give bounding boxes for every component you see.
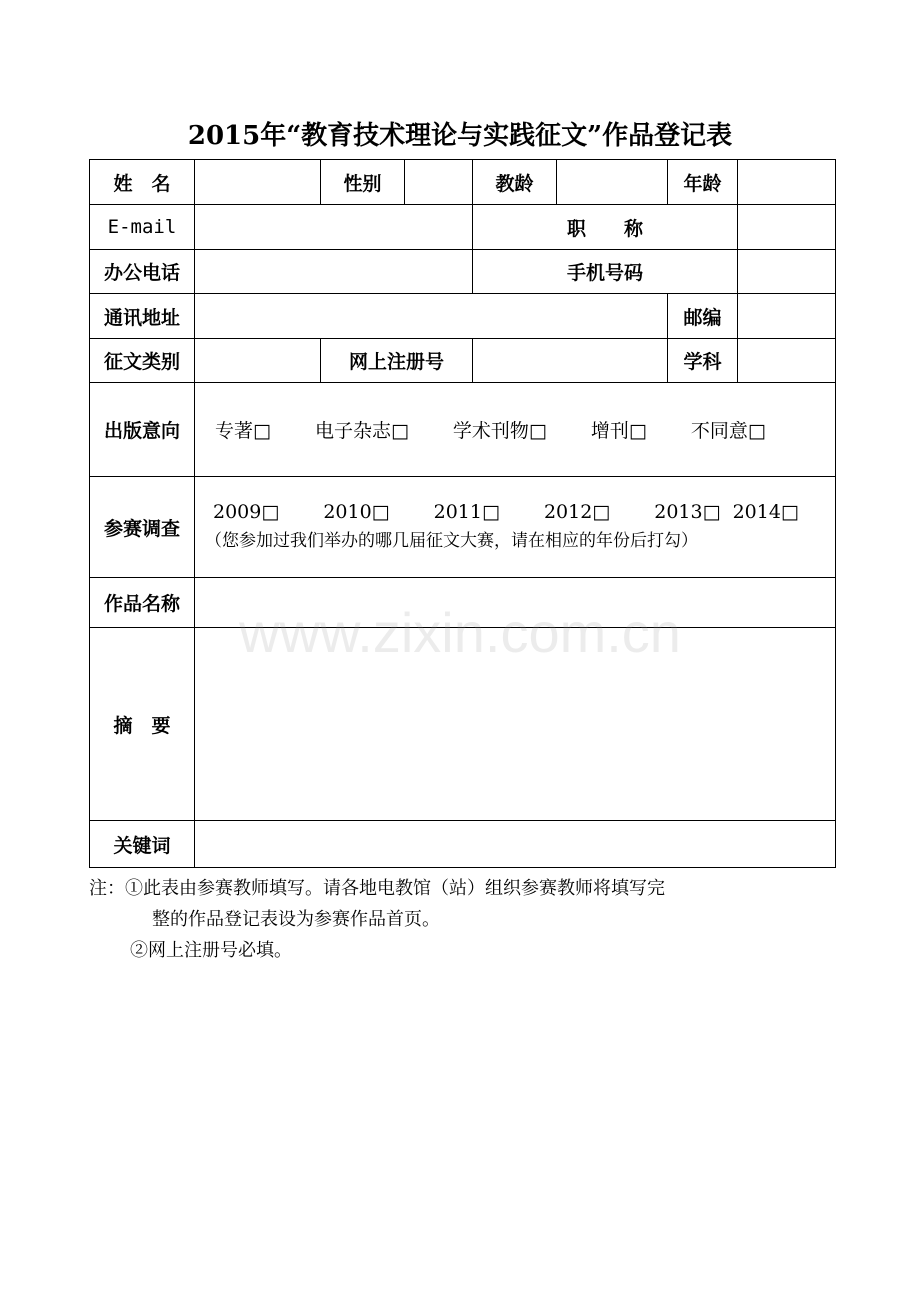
option-supplement[interactable]: 增刊□ bbox=[590, 420, 647, 442]
mobile-field[interactable] bbox=[738, 250, 836, 294]
category-field[interactable] bbox=[195, 339, 321, 383]
subject-label: 学科 bbox=[668, 339, 738, 383]
category-label: 征文类别 bbox=[90, 339, 195, 383]
watermark: www.zixin.com.cn bbox=[239, 601, 681, 664]
option-academic-journal[interactable]: 学术刊物□ bbox=[452, 420, 547, 442]
note-line-3: ②网上注册号必填。 bbox=[130, 940, 292, 961]
year-2011[interactable]: 2011□ bbox=[433, 501, 500, 523]
reg-no-field[interactable] bbox=[473, 339, 668, 383]
keywords-label: 关键词 bbox=[90, 821, 195, 868]
note-line-2: 整的作品登记表设为参赛作品首页。 bbox=[152, 909, 440, 930]
registration-table bbox=[89, 159, 836, 868]
option-monograph[interactable]: 专著□ bbox=[215, 420, 271, 442]
year-2010[interactable]: 2010□ bbox=[323, 501, 390, 523]
postcode-field[interactable] bbox=[738, 294, 836, 339]
participation-label: 参赛调查 bbox=[90, 477, 195, 578]
year-2013[interactable]: 2013□ bbox=[654, 501, 721, 523]
gender-label: 性别 bbox=[321, 160, 405, 205]
year-2009[interactable]: 2009□ bbox=[213, 501, 280, 523]
name-field[interactable] bbox=[195, 160, 321, 205]
abstract-field[interactable] bbox=[195, 628, 836, 821]
office-phone-field[interactable] bbox=[195, 250, 473, 294]
office-phone-label: 办公电话 bbox=[90, 250, 195, 294]
year-2012[interactable]: 2012□ bbox=[543, 501, 611, 523]
keywords-field[interactable] bbox=[195, 821, 836, 868]
age-field[interactable] bbox=[738, 160, 836, 205]
name-label: 姓 名 bbox=[90, 160, 195, 205]
address-label: 通讯地址 bbox=[90, 294, 195, 339]
form-title: 2015年“教育技术理论与实践征文”作品登记表 bbox=[187, 121, 733, 151]
publish-intent-label: 出版意向 bbox=[90, 383, 195, 477]
option-ejournal[interactable]: 电子杂志□ bbox=[314, 420, 409, 442]
teaching-years-field[interactable] bbox=[557, 160, 668, 205]
year-2014[interactable]: 2014□ bbox=[732, 501, 799, 523]
email-label: E-mail bbox=[90, 205, 195, 250]
postcode-label: 邮编 bbox=[668, 294, 738, 339]
mobile-label: 手机号码 bbox=[473, 250, 738, 294]
notes bbox=[89, 873, 665, 966]
email-field[interactable] bbox=[195, 205, 473, 250]
reg-no-label: 网上注册号 bbox=[321, 339, 473, 383]
job-title-label: 职 称 bbox=[473, 205, 738, 250]
subject-field[interactable] bbox=[738, 339, 836, 383]
abstract-label: 摘 要 bbox=[90, 628, 195, 821]
teaching-years-label: 教龄 bbox=[473, 160, 557, 205]
option-disagree[interactable]: 不同意□ bbox=[690, 420, 766, 442]
gender-field[interactable] bbox=[405, 160, 473, 205]
work-title-field[interactable] bbox=[195, 578, 836, 628]
publish-options bbox=[195, 383, 836, 477]
participation-hint: （您参加过我们举办的哪几届征文大赛，请在相应的年份后打勾） bbox=[205, 531, 698, 551]
work-title-label: 作品名称 bbox=[90, 578, 195, 628]
participation-years bbox=[195, 477, 836, 578]
note-line-1: 注：①此表由参赛教师填写。请各地电教馆（站）组织参赛教师将填写完 bbox=[89, 878, 665, 899]
job-title-field[interactable] bbox=[738, 205, 836, 250]
address-field[interactable] bbox=[195, 294, 668, 339]
age-label: 年龄 bbox=[668, 160, 738, 205]
